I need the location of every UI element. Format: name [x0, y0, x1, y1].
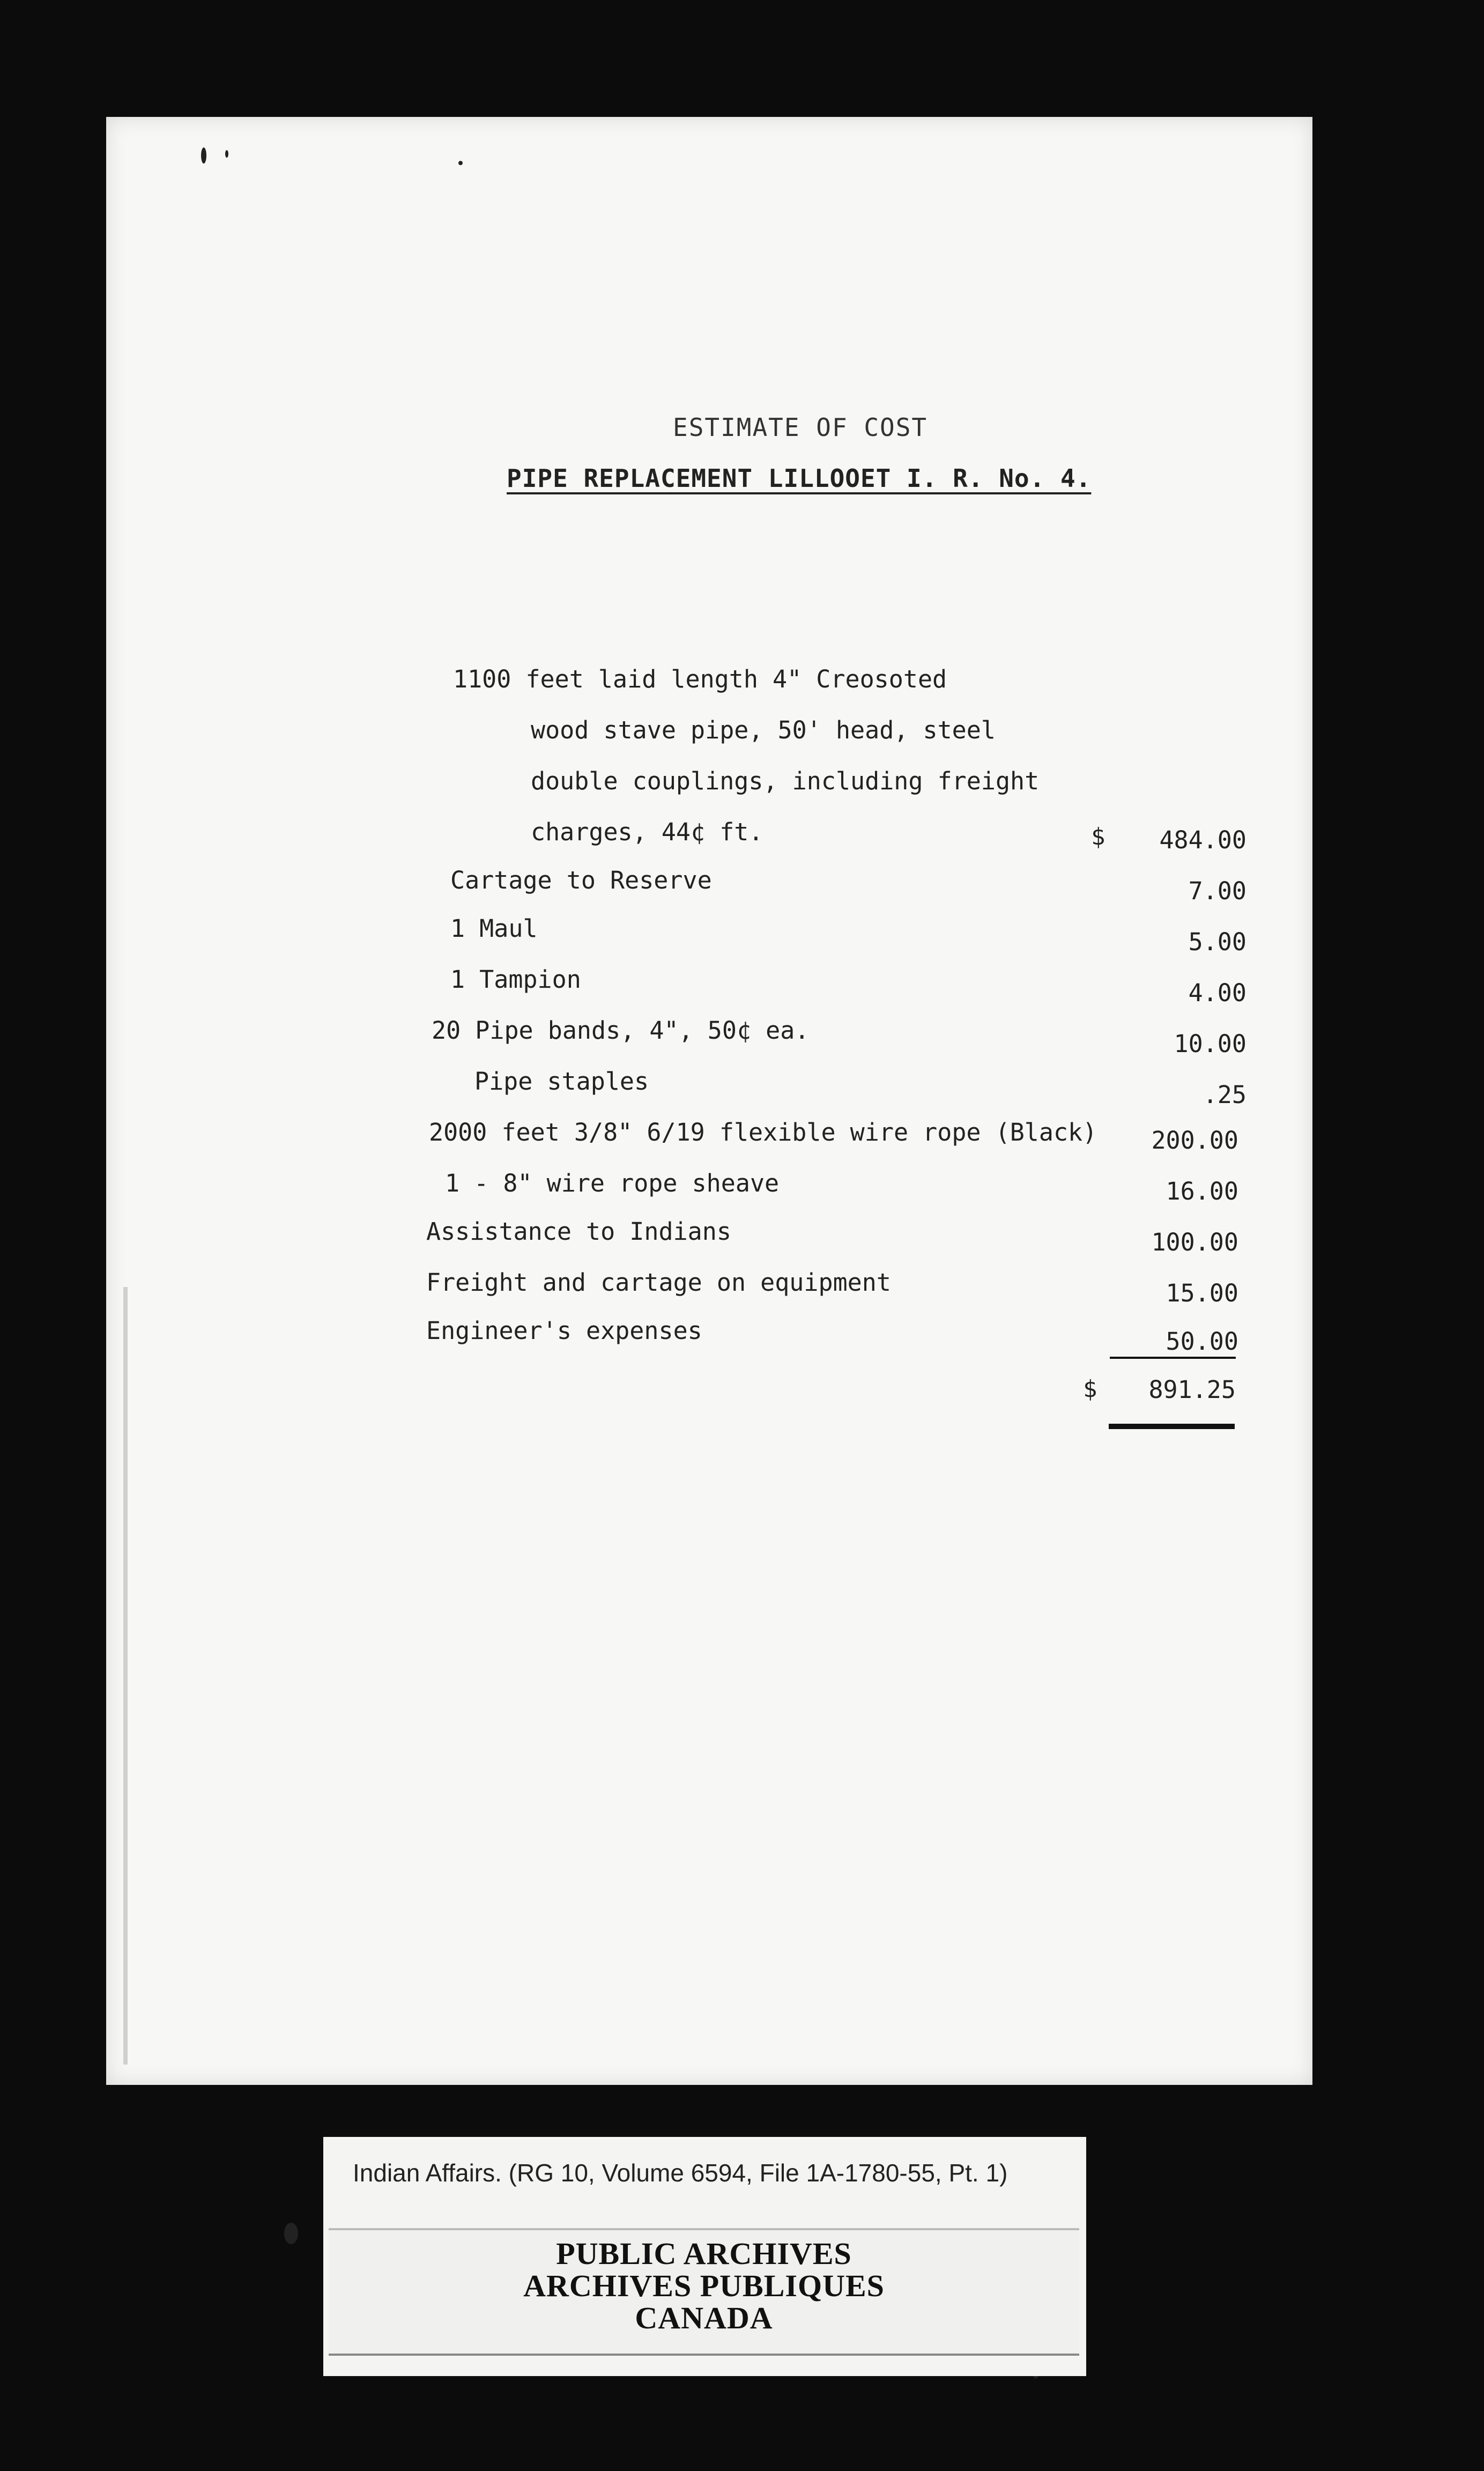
- item-amount: 5.00: [1188, 928, 1246, 956]
- item-line: double couplings, including freight: [531, 767, 1040, 795]
- item-amount: 10.00: [1174, 1030, 1246, 1058]
- item-line: 2000 feet 3/8" 6/19 flexible wire rope (Black): [429, 1118, 1097, 1146]
- ink-speck: [458, 161, 463, 165]
- item-line: 1 Maul: [450, 914, 538, 943]
- item-line: Pipe staples: [474, 1067, 649, 1096]
- item-amount: 16.00: [1166, 1177, 1238, 1205]
- currency-symbol: $: [1091, 823, 1105, 850]
- ink-speck: [225, 150, 228, 158]
- item-amount: 50.00: [1166, 1327, 1238, 1356]
- archive-reference: Indian Affairs. (RG 10, Volume 6594, File 1A-1780-55, Pt. 1): [353, 2159, 1008, 2187]
- item-amount: .25: [1203, 1081, 1246, 1109]
- archive-label: [323, 2137, 1086, 2376]
- archive-stamp: [329, 2228, 1079, 2356]
- item-line: Freight and cartage on equipment: [426, 1268, 891, 1297]
- item-line: Cartage to Reserve: [450, 866, 712, 894]
- item-line: charges, 44¢ ft.: [531, 818, 763, 846]
- total-amount: 891.25: [1148, 1375, 1236, 1404]
- item-line: 1100 feet laid length 4" Creosoted: [453, 665, 947, 693]
- item-amount: 7.00: [1188, 877, 1246, 905]
- item-amount: 4.00: [1188, 979, 1246, 1007]
- currency-symbol: $: [1083, 1375, 1097, 1403]
- total-underline: [1109, 1424, 1235, 1429]
- subtotal-underline: [1110, 1357, 1236, 1359]
- document-subtitle: PIPE REPLACEMENT LILLOOET I. R. No. 4.: [507, 464, 1092, 493]
- archive-stamp-line-1: PUBLIC ARCHIVES: [556, 2236, 852, 2271]
- item-line: 20 Pipe bands, 4", 50¢ ea.: [432, 1016, 810, 1045]
- ink-speck: [284, 2223, 298, 2244]
- item-amount: 200.00: [1151, 1126, 1238, 1155]
- item-amount: 100.00: [1151, 1228, 1238, 1256]
- archive-stamp-line-3: CANADA: [635, 2300, 773, 2335]
- ink-speck: [201, 147, 206, 164]
- item-line: wood stave pipe, 50' head, steel: [531, 716, 996, 744]
- page-edge-shadow: [123, 1287, 128, 2065]
- item-line: 1 - 8" wire rope sheave: [445, 1169, 780, 1197]
- item-line: Engineer's expenses: [426, 1316, 702, 1345]
- item-amount: 484.00: [1159, 826, 1246, 854]
- item-line: Assistance to Indians: [426, 1217, 731, 1246]
- document-title: ESTIMATE OF COST: [673, 413, 928, 442]
- item-line: 1 Tampion: [450, 965, 581, 994]
- archive-stamp-line-2: ARCHIVES PUBLIQUES: [523, 2268, 885, 2303]
- item-amount: 15.00: [1166, 1279, 1238, 1307]
